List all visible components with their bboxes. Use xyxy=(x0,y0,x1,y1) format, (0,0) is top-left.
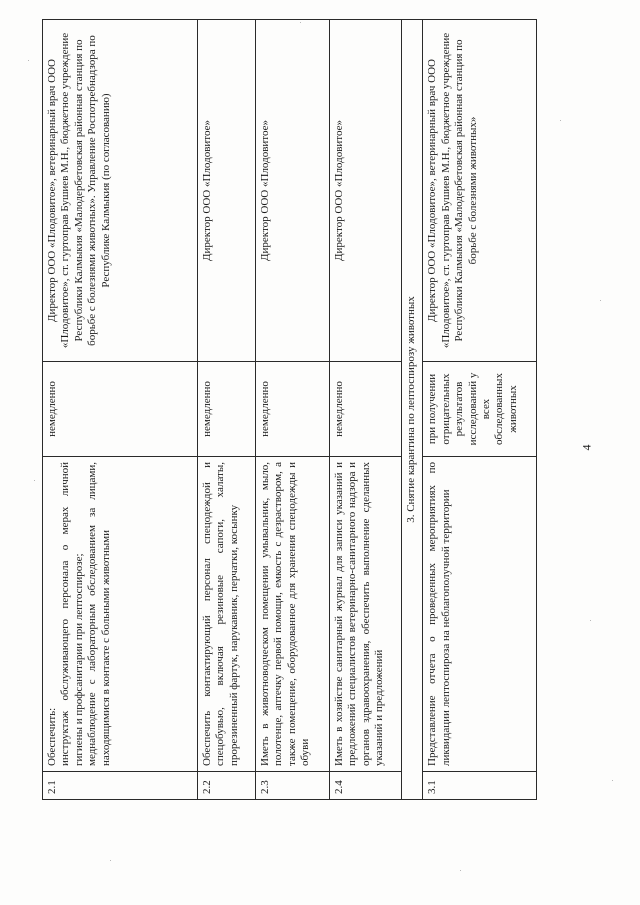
row-number: 2.1 xyxy=(43,772,198,800)
action-line: Обеспечить: xyxy=(46,707,58,766)
action-cell: Представление отчета о проведенных мероприятиях по ликвидации лептоспироза на неблагополучной территории xyxy=(423,457,537,772)
table-row xyxy=(197,20,255,800)
term-cell: немедленно xyxy=(330,362,402,457)
responsible-cell: Директор ООО «Плодовитое», ветеринарный врач ООО «Плодовитое», ст. гуртоправ Бушиев М.Н., бюджетное учреждение Республики Калмыкия «Малодербетовская районная станция по борьбе с болезнями животных». Управление Роспотребнадзора по Республике Калмыкия (по согласованию) xyxy=(43,20,198,362)
page-number: 4 xyxy=(579,444,594,451)
term-cell: немедленно xyxy=(197,362,255,457)
action-line: меднаблюдение с лабораторным обследованием за лицами, находящимися в контакте с больными животными xyxy=(86,462,112,766)
responsible-cell: Директор ООО «Плодовитое» xyxy=(255,20,329,362)
row-number: 2.3 xyxy=(255,772,329,800)
action-cell: Иметь в хозяйстве санитарный журнал для записи указаний и предложений специалистов ветеринарно-санитарного надзора и органов здравоохранения, обеспечить выполнение сделанных указаний и предложений xyxy=(330,457,402,772)
action-cell: Обеспечить контактирующий персонал спецодеждой и спецобувью, включая резиновые сапоги, халаты, прорезиненный фартук, нарукавник, перчатки, косынку xyxy=(197,457,255,772)
action-cell xyxy=(43,457,198,772)
rotated-table-wrapper xyxy=(42,20,537,800)
row-number: 2.4 xyxy=(330,772,402,800)
row-number: 3.1 xyxy=(423,772,537,800)
action-line: инструктаж обслуживающего персонала о мерах личной гигиены и профсанитарии при лептоспирозе; xyxy=(59,462,85,766)
section-header-row xyxy=(402,20,423,800)
term-cell: немедленно xyxy=(255,362,329,457)
section-title: 3. Снятие карантина по лептоспирозу животных xyxy=(402,20,423,800)
table-row xyxy=(423,20,537,800)
table-row xyxy=(43,20,198,800)
term-cell: при получении отрицательных результатов исследований у всех обследованных животных xyxy=(423,362,537,457)
table-row xyxy=(330,20,402,800)
table-row xyxy=(255,20,329,800)
row-number: 2.2 xyxy=(197,772,255,800)
responsible-cell: Директор ООО «Плодовитое» xyxy=(197,20,255,362)
responsible-cell: Директор ООО «Плодовитое», ветеринарный врач ООО «Плодовитое», ст. гуртоправ Бушиев М.Н., бюджетное учреждение Республики Калмыкия «Малодербетовская районная станция по борьбе с болезнями животных» xyxy=(423,20,537,362)
measures-table xyxy=(42,19,537,800)
responsible-cell: Директор ООО «Плодовитое» xyxy=(330,20,402,362)
term-cell: немедленно xyxy=(43,362,198,457)
action-cell: Иметь в животноводческом помещении умывальник, мыло, полотенце, аптечку первой помощи, емкость с дезраствором, а также помещение, оборудованное для хранения спецодежды и обуви xyxy=(255,457,329,772)
